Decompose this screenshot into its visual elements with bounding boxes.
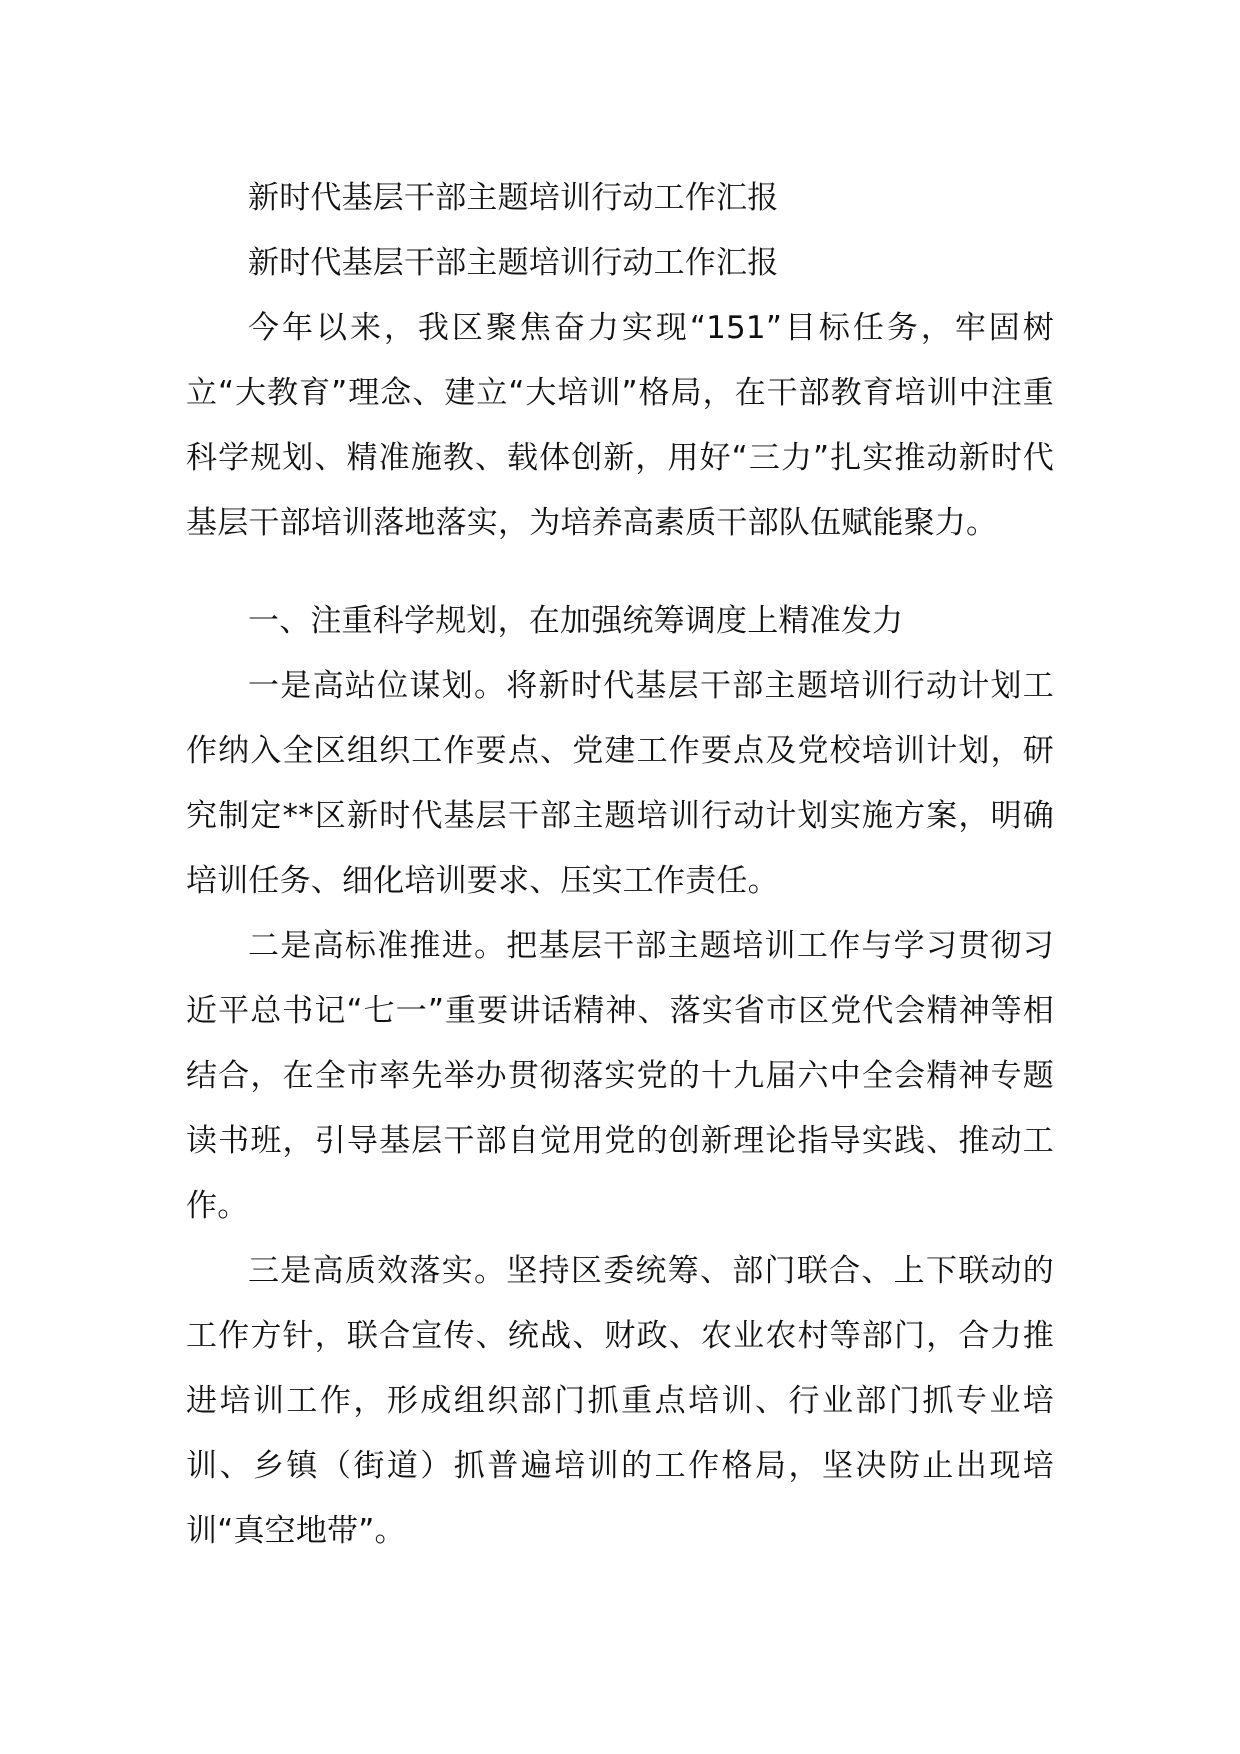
intro-paragraph: 今年以来，我区聚焦奋力实现“151”目标任务，牢固树立“大教育”理念、建立“大培训”格局，在干部教育培训中注重科学规划、精准施教、载体创新，用好“三力”扎实推动新时代基层干部培训落地落实，为培养高素质干部队伍赋能聚力。 <box>186 310 1054 541</box>
document-title-line-2: 新时代基层干部主题培训行动工作汇报 <box>248 245 779 281</box>
section-1-heading: 一、注重科学规划，在加强统筹调度上精准发力 <box>248 603 904 639</box>
document-body <box>186 166 1054 1564</box>
section-1-paragraph-3: 三是高质效落实。坚持区委统筹、部门联合、上下联动的工作方针，联合宣传、统战、财政、农业农村等部门，合力推进培训工作，形成组织部门抓重点培训、行业部门抓专业培训、乡镇（街道）抓普遍培训的工作格局，坚决防止出现培训“真空地带”。 <box>186 1253 1054 1549</box>
section-1-paragraph-2: 二是高标准推进。把基层干部主题培训工作与学习贯彻习近平总书记“七一”重要讲话精神、落实省市区党代会精神等相结合，在全市率先举办贯彻落实党的十九届六中全会精神专题读书班，引导基层干部自觉用党的创新理论指导实践、推动工作。 <box>186 928 1054 1224</box>
section-1-paragraph-1: 一是高站位谋划。将新时代基层干部主题培训行动计划工作纳入全区组织工作要点、党建工作要点及党校培训计划，研究制定**区新时代基层干部主题培训行动计划实施方案，明确培训任务、细化培训要求、压实工作责任。 <box>186 668 1054 899</box>
document-title-line-1: 新时代基层干部主题培训行动工作汇报 <box>248 180 779 216</box>
